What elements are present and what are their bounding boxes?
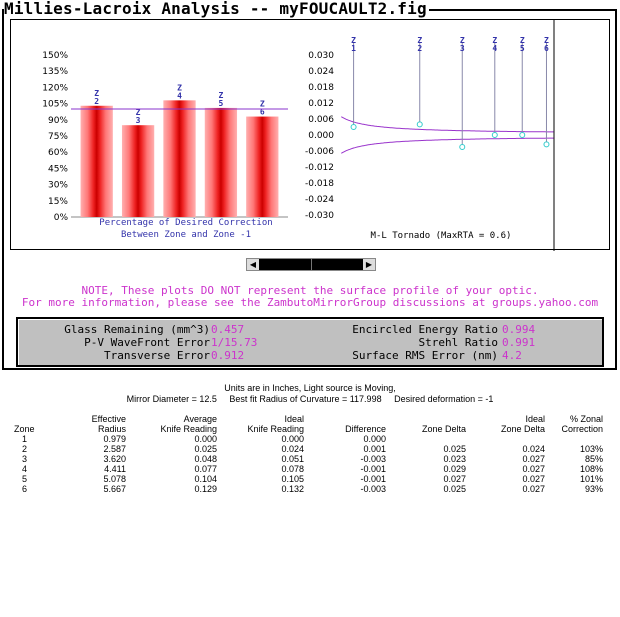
bar-y-tick-label: 120% — [42, 83, 68, 94]
table-cell: 0.024 — [522, 444, 545, 454]
tornado-zone-label: Z — [544, 36, 549, 45]
table-cell: 3.620 — [103, 454, 126, 464]
bar-zone-label: Z — [218, 90, 224, 100]
pv-error-label: P-V WaveFront Error — [84, 336, 210, 349]
tornado-zone-number: 1 — [351, 44, 357, 53]
glass-remaining-value: 0.457 — [211, 323, 245, 336]
scrollbar-thumb[interactable] — [311, 259, 312, 270]
table-cell: 0.051 — [281, 454, 304, 464]
bar-zone-label: Z — [94, 88, 100, 98]
table-cell: 101% — [579, 474, 603, 484]
horizontal-scrollbar[interactable] — [246, 258, 376, 271]
table-cell: 0.105 — [281, 474, 304, 484]
table-cell: 0.023 — [443, 454, 466, 464]
table-cell — [386, 434, 466, 444]
table-cell: 0.000 — [194, 434, 217, 444]
tornado-y-tick-label: 0.006 — [308, 115, 334, 125]
bar-y-tick-label: 60% — [47, 148, 68, 159]
bar-y-tick-label: 30% — [47, 180, 68, 191]
table-cell: -0.001 — [360, 464, 386, 474]
bar-zone-number: 5 — [218, 98, 224, 108]
tornado-marker — [492, 133, 497, 138]
table-cell: 4.411 — [104, 464, 126, 474]
table-cell: 0.027 — [522, 454, 545, 464]
table-cell: 1 — [22, 434, 28, 444]
table-cell: 0.027 — [443, 474, 466, 484]
bar-chart — [42, 51, 288, 240]
encircled-energy-value: 0.994 — [502, 323, 536, 336]
table-cell: 5.078 — [103, 474, 126, 484]
col-radius-header: Effective Radius — [91, 414, 126, 434]
table-cell: -0.001 — [360, 474, 386, 484]
bar-zone-number: 2 — [94, 96, 100, 106]
tornado-zone-label: Z — [519, 36, 525, 45]
col-correction-header: % Zonal Correction — [561, 414, 603, 434]
tornado-y-tick-label: 0.024 — [308, 67, 334, 77]
col-ideal-knife-header: Ideal Knife Reading — [247, 414, 304, 434]
table-cell: 0.027 — [522, 474, 545, 484]
scroll-right-arrow-icon[interactable]: ▶ — [363, 259, 375, 270]
zone-table — [14, 414, 603, 494]
table-cell: 0.001 — [363, 444, 386, 454]
tornado-zone-number: 6 — [544, 44, 549, 53]
tornado-y-tick-label: -0.018 — [304, 179, 334, 189]
tornado-zone-number: 5 — [519, 44, 525, 53]
table-cell: 93% — [584, 484, 603, 494]
bar-2 — [81, 106, 113, 217]
tornado-zone-number: 2 — [417, 44, 423, 53]
table-cell: 2.587 — [103, 444, 126, 454]
table-cell: 85% — [584, 454, 603, 464]
tornado-y-tick-label: -0.024 — [304, 195, 334, 205]
tornado-marker — [544, 142, 549, 147]
table-cell: 4 — [22, 464, 28, 474]
tornado-y-tick-label: 0.012 — [308, 99, 334, 109]
bar-caption-1: Percentage of Desired Correction — [99, 218, 273, 228]
pv-error-value: 1/15.73 — [211, 336, 258, 349]
col-ideal-delta-header: Ideal Zone Delta — [500, 414, 545, 434]
table-cell: 103% — [579, 444, 603, 454]
table-cell: 5 — [22, 474, 28, 484]
note-line-1: NOTE, These plots DO NOT represent the surface profile of your optic. — [81, 284, 539, 297]
rms-error-label: Surface RMS Error (nm) — [352, 349, 498, 362]
table-cell: 0.027 — [522, 484, 545, 494]
bar-4 — [163, 100, 195, 217]
bar-5 — [205, 108, 237, 217]
table-cell: 6 — [22, 484, 28, 494]
table-cell — [545, 434, 603, 444]
bar-y-tick-label: 45% — [47, 164, 68, 175]
bar-zone-label: Z — [135, 108, 141, 118]
bar-y-tick-label: 105% — [42, 99, 68, 110]
results-panel — [16, 317, 604, 367]
tornado-y-tick-label: -0.030 — [304, 211, 334, 221]
transverse-error-value: 0.912 — [211, 349, 245, 362]
tornado-zone-number: 4 — [492, 44, 498, 53]
tornado-y-tick-label: 0.018 — [308, 83, 334, 93]
col-zone-delta-header: Zone Delta — [421, 424, 466, 434]
table-cell: 0.025 — [443, 484, 466, 494]
bar-y-tick-label: 75% — [47, 132, 68, 142]
tornado-marker — [351, 125, 356, 130]
tornado-marker — [460, 145, 465, 150]
table-row — [14, 434, 603, 444]
table-cell: 0.104 — [194, 474, 217, 484]
table-cell: 3 — [22, 454, 28, 464]
glass-remaining-label: Glass Remaining (mm^3) — [64, 323, 210, 336]
table-cell: 0.000 — [363, 434, 386, 444]
table-cell: 0.077 — [194, 464, 217, 474]
bar-caption-2: Between Zone and Zone -1 — [120, 230, 252, 240]
bar-y-tick-label: 15% — [47, 196, 68, 207]
tornado-y-tick-label: -0.012 — [304, 163, 334, 173]
rms-error-value: 4.2 — [502, 349, 522, 362]
table-cell: 0.027 — [522, 464, 545, 474]
table-cell: 0.048 — [194, 454, 217, 464]
table-cell: 0.132 — [281, 484, 304, 494]
tornado-title: M-L Tornado (MaxRTA = 0.6) — [370, 231, 512, 241]
bar-y-tick-label: 135% — [42, 67, 68, 78]
bar-zone-number: 6 — [259, 107, 265, 117]
tornado-zone-label: Z — [417, 36, 423, 45]
table-cell: 2 — [22, 444, 28, 454]
table-cell: -0.003 — [360, 484, 386, 494]
table-cell — [466, 434, 545, 444]
plots-canvas — [11, 20, 611, 251]
table-cell: 0.024 — [281, 444, 304, 454]
table-cell: 5.667 — [103, 484, 126, 494]
tornado-lower-envelope — [341, 138, 553, 153]
tornado-y-tick-label: -0.006 — [304, 147, 334, 157]
tornado-marker — [417, 122, 422, 127]
tornado-y-tick-label: 0.000 — [308, 131, 334, 141]
table-cell: 108% — [579, 464, 603, 474]
tornado-zone-label: Z — [492, 36, 498, 45]
bar-zone-label: Z — [259, 99, 265, 109]
encircled-energy-label: Encircled Energy Ratio — [352, 323, 498, 336]
table-cell: 0.029 — [443, 464, 466, 474]
strehl-ratio-value: 0.991 — [502, 336, 536, 349]
bar-zone-number: 3 — [135, 116, 141, 126]
bar-zone-label: Z — [177, 83, 182, 93]
table-row — [14, 484, 603, 494]
table-cell: 0.979 — [103, 434, 126, 444]
tornado-zone-label: Z — [351, 36, 357, 45]
table-row — [14, 444, 603, 454]
tornado-zone-label: Z — [459, 36, 465, 45]
table-cell: 0.025 — [443, 444, 466, 454]
summary-line-1: Units are in Inches, Light source is Moving, — [224, 383, 396, 393]
bar-y-tick-label: 150% — [42, 51, 68, 61]
table-cell: 0.000 — [281, 434, 304, 444]
table-row — [14, 474, 603, 484]
table-cell: 0.129 — [194, 484, 217, 494]
tornado-zone-number: 3 — [459, 44, 465, 53]
col-zone-header: Zone — [14, 424, 35, 434]
table-cell: 0.025 — [194, 444, 217, 454]
tornado-chart — [305, 20, 554, 251]
strehl-ratio-label: Strehl Ratio — [418, 336, 498, 349]
summary-line-2: Mirror Diameter = 12.5 Best fit Radius of Curvature = 117.998 Desired deformation = -1 — [126, 394, 494, 404]
table-row — [14, 454, 603, 464]
bar-zone-number: 4 — [177, 91, 182, 101]
bar-y-tick-label: 0% — [53, 213, 68, 223]
scroll-left-arrow-icon[interactable]: ◀ — [247, 259, 259, 270]
table-cell: 0.078 — [281, 464, 304, 474]
plot-panel — [10, 19, 610, 250]
transverse-error-label: Transverse Error — [104, 349, 210, 362]
tornado-marker — [520, 133, 525, 138]
table-cell: -0.003 — [360, 454, 386, 464]
bar-6 — [246, 117, 278, 217]
tornado-y-tick-label: 0.030 — [308, 51, 334, 61]
bar-y-tick-label: 90% — [47, 115, 68, 126]
col-difference-header: Difference — [345, 424, 386, 434]
table-row — [14, 464, 603, 474]
bar-3 — [122, 125, 154, 217]
note-line-2: For more information, please see the ZambutoMirrorGroup discussions at groups.yahoo.com — [21, 296, 599, 309]
window-title: Millies-Lacroix Analysis -- myFOUCAULT2.fig — [4, 0, 427, 18]
col-avg-knife-header: Average Knife Reading — [160, 414, 217, 434]
table-header-row — [14, 414, 603, 434]
